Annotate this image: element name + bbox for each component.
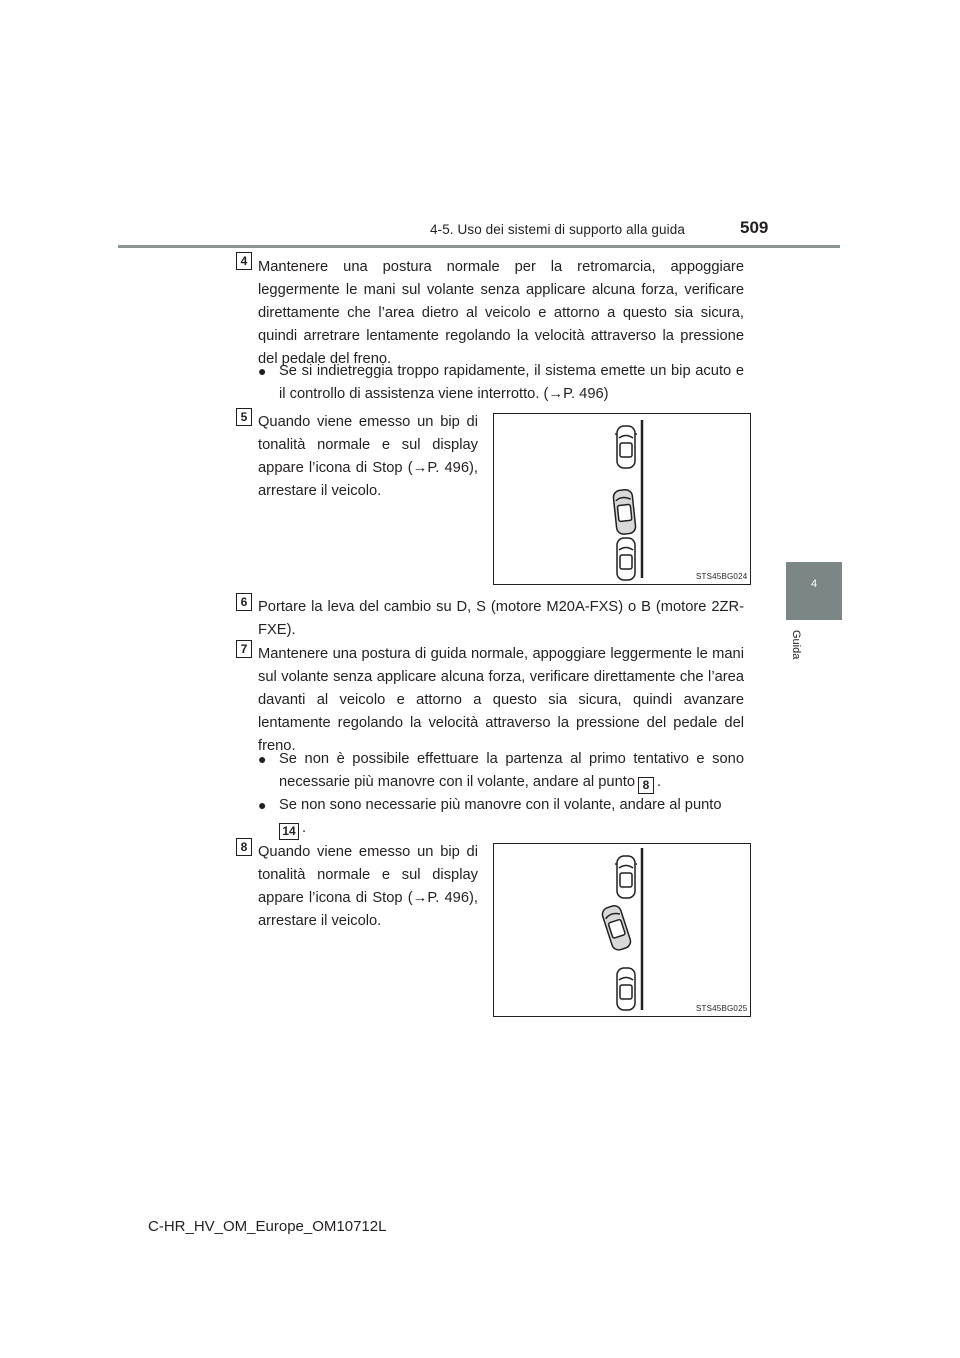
- parked-car-front-icon: [615, 426, 637, 468]
- step-number-5: 5: [236, 408, 252, 426]
- section-title: 4-5. Uso dei sistemi di supporto alla guida: [430, 222, 685, 237]
- step-4-bullet: Se si indietreggia troppo rapidamente, il sistema emette un bip acuto e il controllo di assistenza viene interrotto. (→P. 496): [279, 363, 744, 402]
- step-7-bullet-b: [279, 794, 744, 840]
- bullet-dot: ●: [258, 363, 267, 379]
- bullet-text: Se non sono necessarie più manovre con il volante, andare al punto: [279, 797, 722, 813]
- step-number-4: 4: [236, 252, 252, 270]
- figure-parking-reverse: [493, 413, 751, 585]
- step-6-text: Portare la leva del cambio su D, S (motore M20A-FXS) o B (motore 2ZR-FXE).: [258, 599, 744, 638]
- maneuvering-car-icon: [601, 904, 633, 952]
- step-number-6: 6: [236, 593, 252, 611]
- document-id: C-HR_HV_OM_Europe_OM10712L: [148, 1218, 387, 1235]
- step-number-7: 7: [236, 640, 252, 658]
- page-number: 509: [740, 218, 769, 237]
- bullet-period: .: [302, 820, 307, 836]
- bullet-period: .: [657, 774, 662, 790]
- step-5-text: Quando viene emesso un bip di tonalità normale e sul display appare l’icona di Stop (→P. 496), arrestare il veicolo.: [258, 414, 478, 499]
- figure-code: STS45BG024: [696, 572, 748, 581]
- step-number-8: 8: [236, 838, 252, 856]
- step-reference-14: 14: [279, 823, 299, 840]
- figure-parking-forward: [493, 843, 751, 1017]
- figure-code: STS45BG025: [696, 1004, 748, 1013]
- bullet-dot: ●: [258, 797, 267, 813]
- bullet-dot: ●: [258, 751, 267, 767]
- parked-car-front-icon: [615, 856, 637, 898]
- step-7-text: Mantenere una postura di guida normale, appoggiare leggermente le mani sul volante senza applicare alcuna forza, verificare direttamente che l’area davanti al veicolo e attorno a questo sia sicura, quindi avanzare lentamente regolando la velocità attraverso la pressione del pedale del freno.: [258, 646, 744, 754]
- parking-diagram: [494, 414, 750, 584]
- parked-car-rear-icon: [617, 968, 635, 1010]
- step-8-text: Quando viene emesso un bip di tonalità normale e sul display appare l’icona di Stop (→P. 496), arrestare il veicolo.: [258, 844, 478, 929]
- step-4-text: Mantenere una postura normale per la retromarcia, appoggiare leggermente le mani sul volante senza applicare alcuna forza, verificare direttamente che l’area dietro al veicolo e attorno a questo sia sicura, quindi arretrare lentamente regolando la velocità attraverso la pressione del pedale del freno.: [258, 259, 744, 367]
- bullet-text: Se non è possibile effettuare la partenza al primo tentativo e sono necessarie più manovre con il volante, andare al punto: [279, 751, 744, 790]
- step-reference-8: 8: [638, 777, 654, 794]
- parking-diagram: [494, 844, 750, 1016]
- chapter-tab: [786, 562, 842, 620]
- chapter-label: Guida: [790, 630, 802, 660]
- step-7-bullet-a: [279, 748, 744, 794]
- header-rule: [118, 245, 840, 248]
- maneuvering-car-icon: [613, 489, 636, 535]
- chapter-number: 4: [810, 578, 818, 590]
- parked-car-rear-icon: [617, 538, 635, 580]
